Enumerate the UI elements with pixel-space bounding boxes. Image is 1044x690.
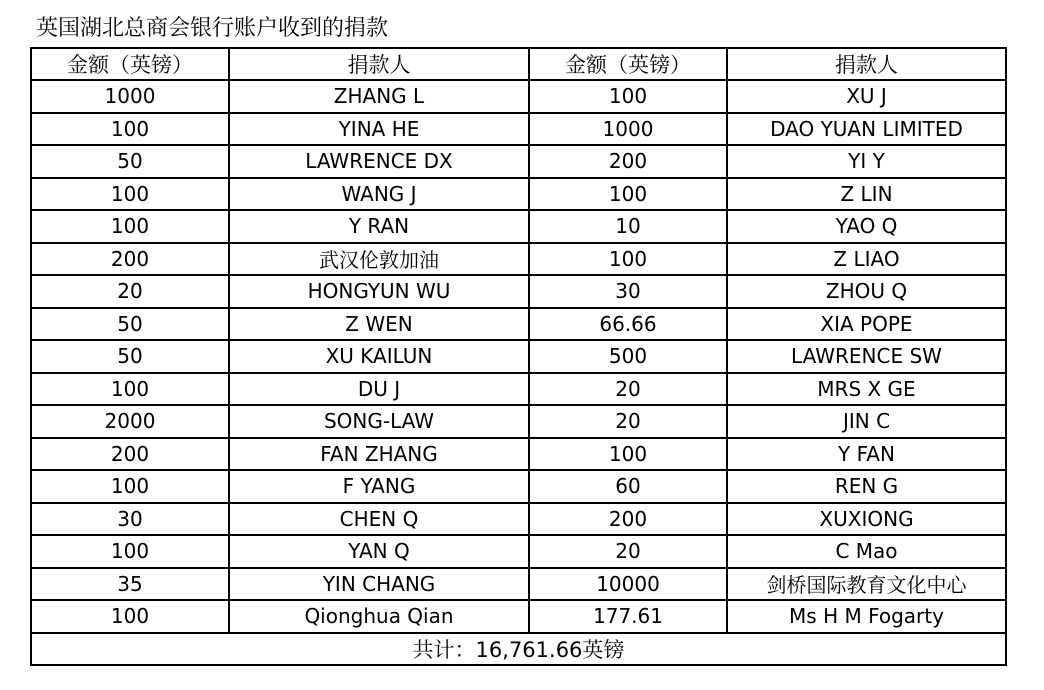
table-row bbox=[31, 80, 1006, 113]
amount-cell: 177.61 bbox=[529, 600, 727, 633]
amount-cell: 100 bbox=[529, 438, 727, 471]
donor-cell: YAO Q bbox=[727, 210, 1006, 243]
amount-cell: 200 bbox=[31, 438, 229, 471]
table-row bbox=[31, 438, 1006, 471]
donor-cell: YAN Q bbox=[229, 535, 529, 568]
donor-cell: FAN ZHANG bbox=[229, 438, 529, 471]
header-donor-1: 捐款人 bbox=[229, 48, 529, 80]
header-amount-1: 金额（英镑） bbox=[31, 48, 229, 80]
total-row bbox=[31, 633, 1006, 665]
amount-cell: 50 bbox=[31, 145, 229, 178]
amount-cell: 100 bbox=[31, 178, 229, 211]
donor-cell: CHEN Q bbox=[229, 503, 529, 536]
table-row bbox=[31, 178, 1006, 211]
donor-cell: Y FAN bbox=[727, 438, 1006, 471]
amount-cell: 20 bbox=[529, 373, 727, 406]
donor-cell: Y RAN bbox=[229, 210, 529, 243]
table-row bbox=[31, 600, 1006, 633]
donor-cell: YI Y bbox=[727, 145, 1006, 178]
amount-cell: 200 bbox=[529, 503, 727, 536]
donor-cell: YINA HE bbox=[229, 113, 529, 146]
donor-cell: YIN CHANG bbox=[229, 568, 529, 601]
amount-cell: 50 bbox=[31, 308, 229, 341]
amount-cell: 1000 bbox=[31, 80, 229, 113]
amount-cell: 10 bbox=[529, 210, 727, 243]
donor-cell: Z WEN bbox=[229, 308, 529, 341]
table-row bbox=[31, 535, 1006, 568]
donor-cell: ZHOU Q bbox=[727, 275, 1006, 308]
amount-cell: 2000 bbox=[31, 405, 229, 438]
donor-cell: MRS X GE bbox=[727, 373, 1006, 406]
table-row bbox=[31, 470, 1006, 503]
table-body bbox=[31, 80, 1006, 633]
donor-cell: Z LIN bbox=[727, 178, 1006, 211]
header-donor-2: 捐款人 bbox=[727, 48, 1006, 80]
donor-cell: Z LIAO bbox=[727, 243, 1006, 276]
amount-cell: 35 bbox=[31, 568, 229, 601]
donor-cell: Ms H M Fogarty bbox=[727, 600, 1006, 633]
table-row bbox=[31, 145, 1006, 178]
table-row bbox=[31, 243, 1006, 276]
amount-cell: 20 bbox=[529, 405, 727, 438]
table-row bbox=[31, 113, 1006, 146]
header-amount-2: 金额（英镑） bbox=[529, 48, 727, 80]
amount-cell: 30 bbox=[529, 275, 727, 308]
donor-cell: C Mao bbox=[727, 535, 1006, 568]
table-row bbox=[31, 340, 1006, 373]
amount-cell: 500 bbox=[529, 340, 727, 373]
total-cell: 共计：16,761.66英镑 bbox=[31, 633, 1006, 665]
donor-cell: 武汉伦敦加油 bbox=[229, 243, 529, 276]
amount-cell: 100 bbox=[31, 113, 229, 146]
donor-cell: LAWRENCE DX bbox=[229, 145, 529, 178]
donor-cell: 剑桥国际教育文化中心 bbox=[727, 568, 1006, 601]
donations-table bbox=[30, 47, 1007, 666]
document-title: 英国湖北总商会银行账户收到的捐款 bbox=[36, 16, 389, 41]
donor-cell: WANG J bbox=[229, 178, 529, 211]
amount-cell: 66.66 bbox=[529, 308, 727, 341]
table-row bbox=[31, 373, 1006, 406]
amount-cell: 60 bbox=[529, 470, 727, 503]
amount-cell: 100 bbox=[529, 80, 727, 113]
donor-cell: DAO YUAN LIMITED bbox=[727, 113, 1006, 146]
donor-cell: DU J bbox=[229, 373, 529, 406]
amount-cell: 50 bbox=[31, 340, 229, 373]
table-row bbox=[31, 210, 1006, 243]
donor-cell: ZHANG L bbox=[229, 80, 529, 113]
table-row bbox=[31, 503, 1006, 536]
amount-cell: 100 bbox=[31, 210, 229, 243]
amount-cell: 1000 bbox=[529, 113, 727, 146]
amount-cell: 20 bbox=[529, 535, 727, 568]
donor-cell: XUXIONG bbox=[727, 503, 1006, 536]
amount-cell: 100 bbox=[31, 600, 229, 633]
amount-cell: 200 bbox=[31, 243, 229, 276]
amount-cell: 100 bbox=[31, 470, 229, 503]
amount-cell: 100 bbox=[31, 373, 229, 406]
amount-cell: 100 bbox=[529, 243, 727, 276]
donor-cell: JIN C bbox=[727, 405, 1006, 438]
amount-cell: 100 bbox=[529, 178, 727, 211]
table-row bbox=[31, 275, 1006, 308]
donor-cell: XU J bbox=[727, 80, 1006, 113]
table-row bbox=[31, 308, 1006, 341]
table-row bbox=[31, 405, 1006, 438]
donor-cell: SONG-LAW bbox=[229, 405, 529, 438]
donor-cell: REN G bbox=[727, 470, 1006, 503]
amount-cell: 10000 bbox=[529, 568, 727, 601]
donor-cell: XU KAILUN bbox=[229, 340, 529, 373]
amount-cell: 20 bbox=[31, 275, 229, 308]
amount-cell: 200 bbox=[529, 145, 727, 178]
amount-cell: 100 bbox=[31, 535, 229, 568]
table-row bbox=[31, 568, 1006, 601]
amount-cell: 30 bbox=[31, 503, 229, 536]
donor-cell: XIA POPE bbox=[727, 308, 1006, 341]
donor-cell: LAWRENCE SW bbox=[727, 340, 1006, 373]
donor-cell: Qionghua Qian bbox=[229, 600, 529, 633]
table-header-row bbox=[31, 48, 1006, 80]
donor-cell: HONGYUN WU bbox=[229, 275, 529, 308]
donor-cell: F YANG bbox=[229, 470, 529, 503]
